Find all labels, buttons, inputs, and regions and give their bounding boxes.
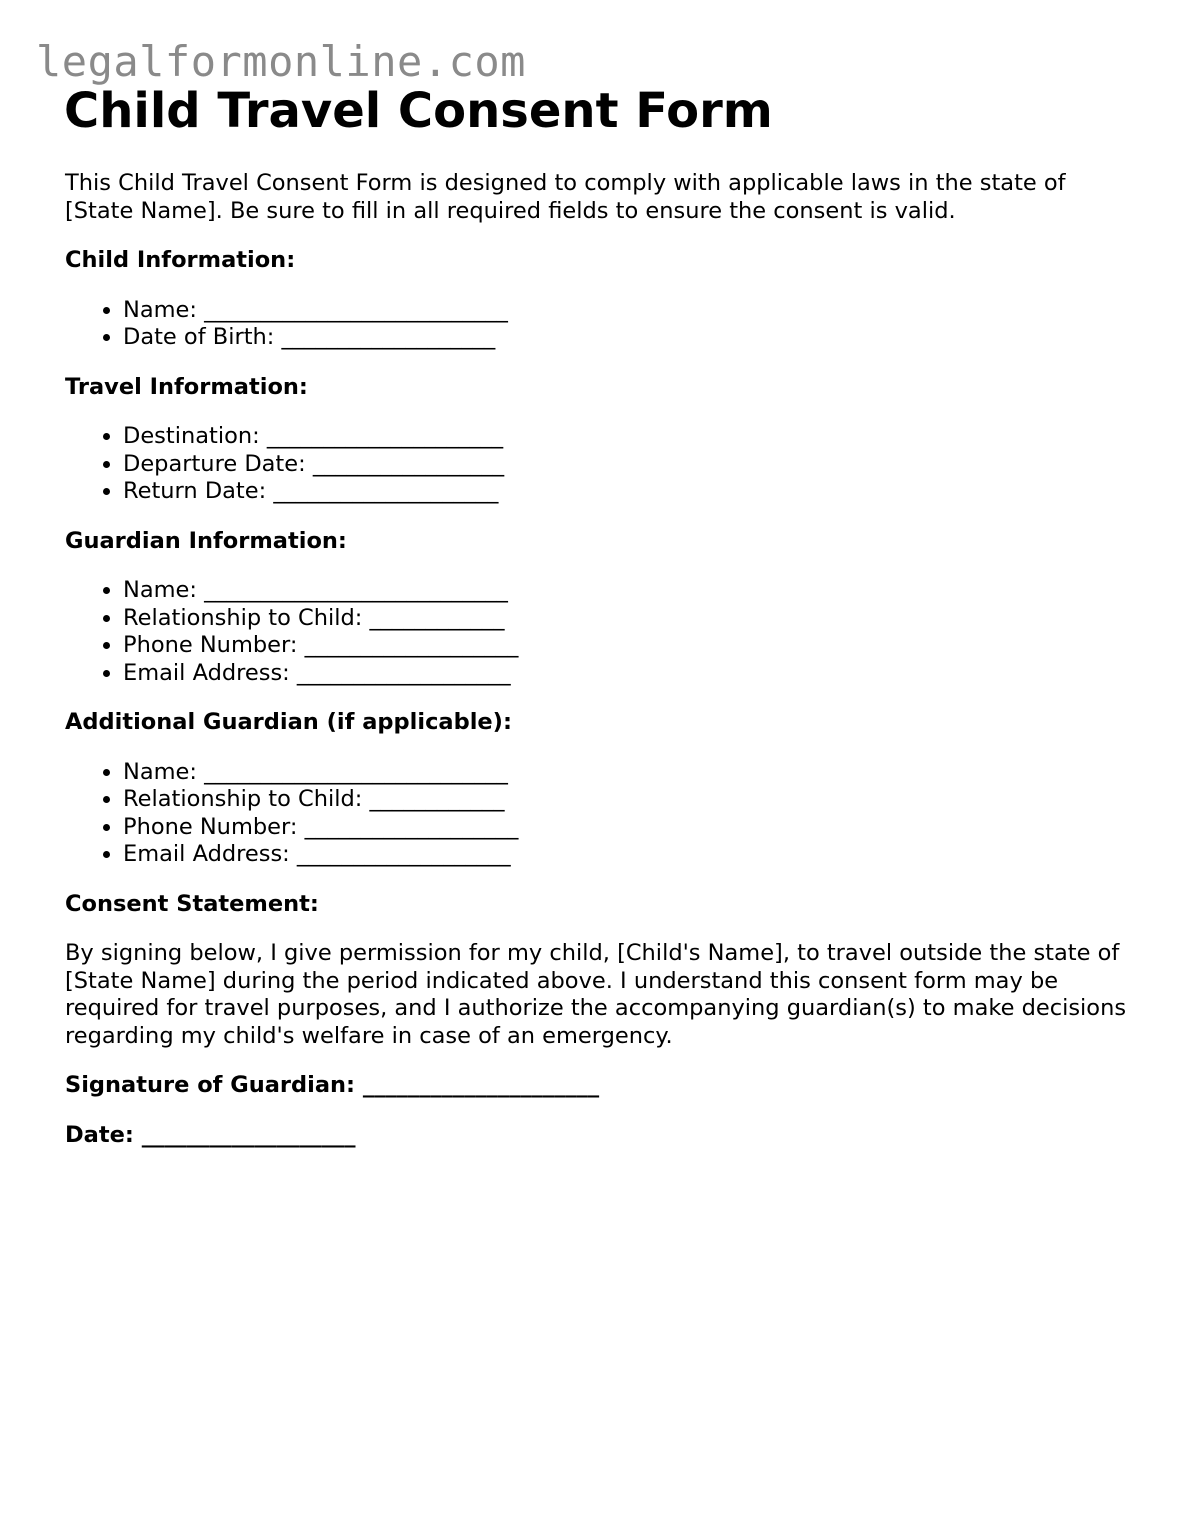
child-info-heading: Child Information: (65, 247, 296, 273)
guardian-phone-field[interactable]: • Phone Number: ___________________ (123, 632, 1135, 660)
travel-info-list (65, 423, 1135, 506)
guardian-info-heading: Guardian Information: (65, 527, 347, 554)
guardian-relationship-field[interactable]: • Relationship to Child: ____________ (123, 605, 1135, 633)
additional-guardian-phone-field[interactable]: • Phone Number: ___________________ (123, 814, 1135, 842)
additional-guardian-email-field[interactable]: • Email Address: ___________________ (123, 841, 1135, 869)
guardian-name-field[interactable]: • Name: ___________________________ (123, 577, 1135, 605)
guardian-email-field[interactable]: • Email Address: ___________________ (123, 660, 1135, 688)
guardian-signature-field[interactable]: Signature of Guardian: _____________________ (65, 1072, 600, 1098)
guardian-info-list (65, 577, 1135, 687)
additional-guardian-heading: Additional Guardian (if applicable): (65, 709, 512, 735)
child-info-list (65, 297, 1135, 352)
consent-heading: Consent Statement: (65, 890, 319, 917)
departure-date-field[interactable]: • Departure Date: _________________ (123, 451, 1135, 479)
child-dob-field[interactable]: • Date of Birth: ___________________ (123, 324, 1135, 352)
signature-date-field[interactable]: Date: ___________________ (65, 1121, 356, 1148)
child-name-field[interactable]: • Name: ___________________________ (123, 297, 1135, 325)
form-body (65, 170, 1135, 1171)
travel-info-heading: Travel Information: (65, 373, 308, 400)
additional-guardian-list (65, 759, 1135, 869)
intro-paragraph: This Child Travel Consent Form is designed to comply with applicable laws in the state of [State Name]. Be sure to fill in all required fields to ensure the consent is valid. (65, 170, 1066, 224)
additional-guardian-relationship-field[interactable]: • Relationship to Child: ____________ (123, 786, 1135, 814)
page-title: Child Travel Consent Form (64, 83, 773, 139)
return-date-field[interactable]: • Return Date: ____________________ (123, 478, 1135, 506)
destination-field[interactable]: • Destination: _____________________ (123, 423, 1135, 451)
additional-guardian-name-field[interactable]: • Name: ___________________________ (123, 759, 1135, 787)
watermark-text: legalformonline.com (36, 37, 526, 86)
consent-paragraph: By signing below, I give permission for my child, [Child's Name], to travel outside the state of [State Name] during the period indicated above. I understand this consent form may be required for travel purposes, and I authorize the accompanying guardian(s) to make decisions regarding my child's welfare in case of an emergency. (65, 940, 1127, 1049)
